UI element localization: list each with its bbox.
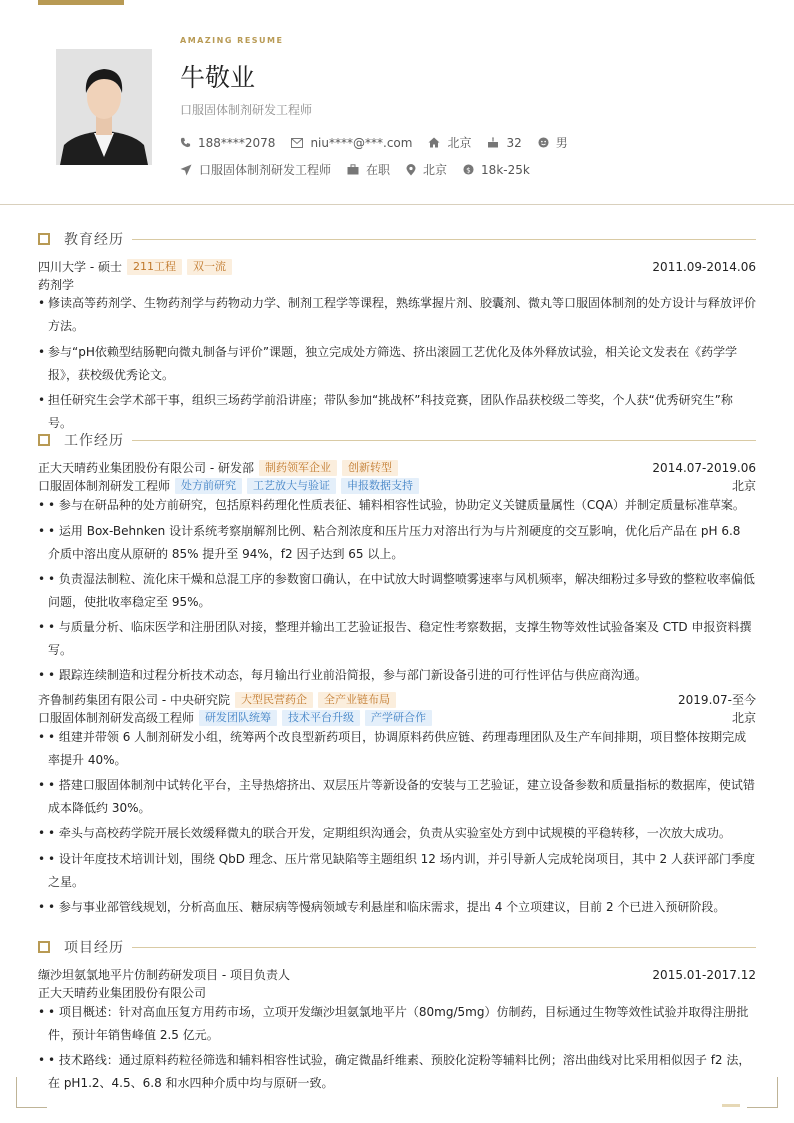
job-tag: 产学研合作: [365, 710, 432, 726]
project-bullet: • • 项目概述：针对高血压复方用药市场，立项开发缬沙坦氨氯地平片（80mg/5mg）仿制药，目标通过生物等效性试验并取得注册批件，预计年销售峰值 2.5 亿元。: [38, 1005, 749, 1042]
corner-decoration: [16, 1077, 47, 1108]
employment-status-info: [347, 161, 390, 178]
work-bullet: • • 负责湿法制粒、流化床干燥和总混工序的参数窗口确认，在中试放大时调整喷雾速率与风机频率，解决细粉过多导致的整粒收率偏低问题，使批收率稳定至 95%。: [38, 572, 755, 609]
work-bullet: • • 设计年度技术培训计划，围绕 QbD 理念、压片常见缺陷等主题组织 12 场内训，并引导新人完成轮岗项目，其中 2 人获评部门季度之星。: [38, 852, 755, 889]
job-tag: 研发团队统筹: [199, 710, 277, 726]
city-info: [428, 134, 471, 151]
home-icon: [428, 137, 440, 148]
project-section-title: [38, 939, 756, 955]
school-name: 四川大学 - 硕士: [38, 260, 122, 274]
education-bullet: • 担任研究生会学术部干事，组织三场药学前沿讲座；带队参加“挑战杯”科技竞赛，团队作品获校级二等奖，个人获“优秀研究生”称号。: [38, 393, 733, 430]
footer-mark: [722, 1104, 740, 1107]
education-section-title: [38, 231, 756, 247]
work-bullet: • • 跟踪连续制造和过程分析技术动态，每月输出行业前沿简报，参与部门新设备引进的可行性评估与供应商沟通。: [38, 668, 647, 682]
age-info: [487, 136, 521, 150]
work-bullet: • • 与质量分析、临床医学和注册团队对接，整理并输出工艺验证报告、稳定性考察数据，支撑生物等效性试验备案及 CTD 申报资料撰写。: [38, 620, 752, 657]
top-accent-bar: [38, 0, 124, 5]
header-divider: [0, 204, 794, 205]
job-tag: 技术平台升级: [282, 710, 360, 726]
work-location: 北京: [731, 479, 756, 493]
send-icon: [180, 164, 192, 176]
work-bullet: • • 参与在研品种的处方前研究，包括原料药理化性质表征、辅料相容性试验，协助定义关键质量属性（CQA）并制定质量标准草案。: [38, 498, 745, 512]
education-row: [38, 258, 756, 275]
resume-tagline: AMAZING RESUME: [180, 36, 284, 45]
mail-icon: [291, 138, 303, 148]
cake-icon: [487, 137, 499, 148]
corner-decoration: [747, 1077, 778, 1108]
project-heading: 项目经历: [64, 940, 124, 956]
work-bullet: • • 运用 Box-Behnken 设计系统考察崩解剂比例、粘合剂浓度和压片压力对溶出行为与片剂硬度的交互影响，优化后产品在 pH 6.8 介质中溶出度从原研的 85% 提升至 94%，f2 因子达到 65 以上。: [38, 524, 741, 561]
work-bullet: • • 搭建口服固体制剂中试转化平台，主导热熔挤出、双层压片等新设备的安装与工艺验证，建立设备参数和质量指标的数据库，使试错成本降低约 30%。: [38, 778, 755, 815]
salary-text: 18k-25k: [481, 162, 530, 177]
target-city-text: 北京: [423, 163, 448, 177]
briefcase-icon: [347, 164, 359, 175]
section-square-icon: [38, 434, 50, 446]
company-tag: 创新转型: [342, 460, 398, 476]
job-tag: 申报数据支持: [341, 478, 419, 494]
gender-text: 男: [555, 136, 568, 150]
education-bullet: • 参与“pH依赖型结肠靶向微丸制备与评价”课题，独立完成处方筛选、挤出滚圆工艺优化及体外释放试验，相关论文发表在《药学学报》，获校级优秀论文。: [38, 345, 738, 382]
profile-photo: [56, 49, 152, 165]
work-section-title: [38, 432, 756, 448]
employment-status-text: 在职: [366, 163, 391, 177]
company-tag: 全产业链布局: [318, 692, 396, 708]
major-row: [38, 276, 756, 293]
salary-icon: [463, 164, 474, 175]
job-intention-row: [180, 161, 546, 178]
project-company-row: [38, 984, 756, 1001]
section-line: [132, 440, 756, 441]
job-tag: 处方前研究: [175, 478, 242, 494]
work-date: 2014.07-2019.06: [652, 460, 756, 475]
work-heading: 工作经历: [64, 433, 124, 449]
contact-info-row: [180, 134, 584, 151]
company-tag: 制药领军企业: [259, 460, 337, 476]
work-bullet: • • 组建并带领 6 人制剂研发小组，统筹两个改良型新药项目，协调原料药供应链、药理毒理团队及生产车间排期，项目整体按期完成率提升 40%。: [38, 730, 747, 767]
email-info: [291, 136, 412, 150]
target-position-text: 口服固体制剂研发工程师: [199, 163, 332, 177]
phone-info: [180, 136, 275, 150]
target-position-info: [180, 161, 331, 178]
salary-info: [463, 163, 530, 177]
project-row: [38, 966, 756, 983]
candidate-title: 口服固体制剂研发工程师: [180, 103, 313, 117]
work-location: 北京: [731, 711, 756, 725]
work-title-row: [38, 477, 756, 494]
age-text: 32: [506, 135, 522, 150]
city-text: 北京: [447, 136, 472, 150]
work-date: 2019.07-至今: [678, 693, 756, 707]
work-bullet: • • 参与事业部管线规划，分析高血压、糖尿病等慢病领域专利悬崖和临床需求，提出 4 个立项建议，目前 2 个已进入预研阶段。: [38, 900, 726, 914]
email-text: niu****@***.com: [310, 135, 413, 150]
education-date: 2011.09-2014.06: [652, 259, 756, 274]
location-pin-icon: [406, 164, 416, 176]
job-tag: 工艺放大与验证: [247, 478, 336, 494]
phone-icon: [180, 137, 191, 148]
project-date: 2015.01-2017.12: [652, 967, 756, 982]
education-heading: 教育经历: [64, 232, 124, 248]
gender-icon: [538, 137, 549, 148]
project-bullet: • • 技术路线：通过原料药粒径筛选和辅料相容性试验，确定微晶纤维素、预胶化淀粉等辅料比例；溶出曲线对比采用相似因子 f2 法，在 pH1.2、4.5、6.8 和水四种介质中均与原研一致。: [38, 1053, 751, 1090]
school-tag: 211工程: [127, 259, 182, 275]
phone-text: 188****2078: [198, 135, 276, 150]
svg-text:$: $: [466, 165, 471, 175]
work-company-row: [38, 691, 756, 708]
gender-info: [538, 134, 568, 151]
work-title-row: [38, 709, 756, 726]
company-tag: 大型民营药企: [235, 692, 313, 708]
project-company: 正大天晴药业集团股份有限公司: [38, 986, 207, 1000]
work-bullet: • • 牵头与高校药学院开展长效缓释微丸的联合开发，定期组织沟通会，负责从实验室处方到中试规模的平稳转移，一次放大成功。: [38, 826, 731, 840]
section-line: [132, 947, 756, 948]
job-title: 口服固体制剂研发高级工程师: [38, 711, 195, 725]
section-square-icon: [38, 941, 50, 953]
project-name: 缬沙坦氨氯地平片仿制药研发项目 - 项目负责人: [38, 968, 290, 982]
job-title: 口服固体制剂研发工程师: [38, 479, 171, 493]
company-name: 正大天晴药业集团股份有限公司 - 研发部: [38, 461, 254, 475]
candidate-name: 牛敬业: [180, 63, 256, 92]
work-company-row: [38, 459, 756, 476]
education-bullet: • 修读高等药剂学、生物药剂学与药物动力学、制剂工程学等课程，熟练掌握片剂、胶囊剂、微丸等口服固体制剂的处方设计与释放评价方法。: [38, 296, 757, 333]
section-square-icon: [38, 233, 50, 245]
target-city-info: [406, 161, 447, 178]
section-line: [132, 239, 756, 240]
school-tag: 双一流: [187, 259, 232, 275]
major-text: 药剂学: [38, 278, 75, 292]
company-name: 齐鲁制药集团有限公司 - 中央研究院: [38, 693, 230, 707]
